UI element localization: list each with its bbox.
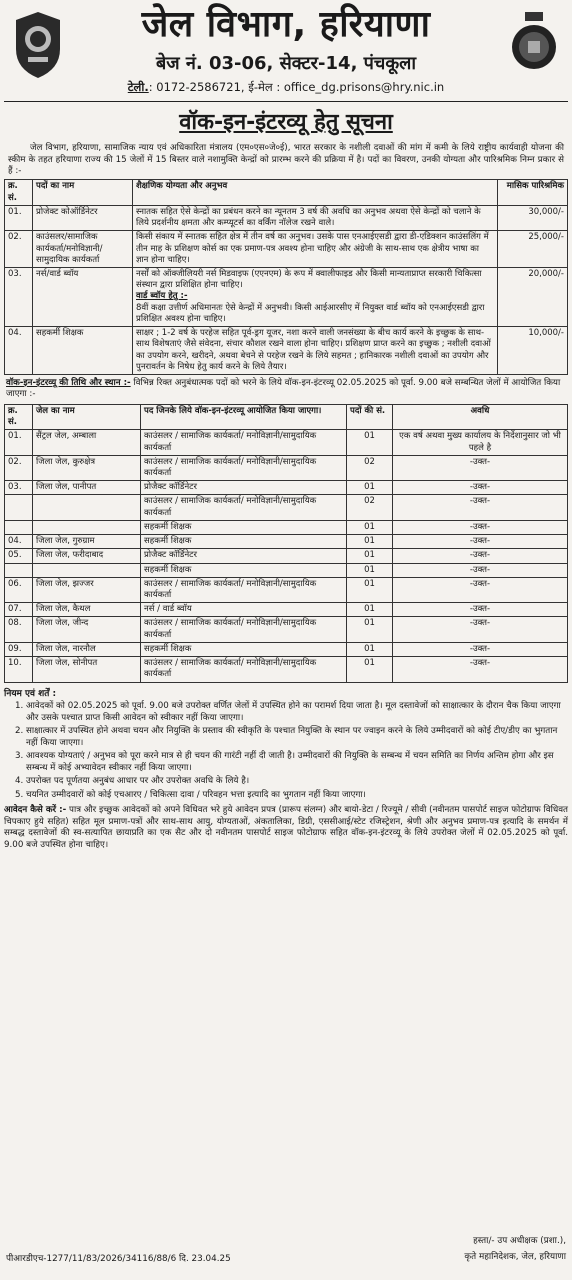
qualification [133,268,498,327]
notice-title: वॉक-इन-इंटरव्यू हेतु सूचना [179,110,393,135]
qualification: साक्षर ; 1-2 वर्ष के परहेज सहित पूर्व-ड्रग यूजर, नशा करने वाली जनसंख्या के बीच कार्य करने के इच्छुक के साथ-साथ विशेषताएं जैसे संवेदना, संचार कौशल रखने वाला होना चाहिए। प्रशिक्षण प्राप्त करने का इच्छुक ; नशीली दवाओं का उपयोग करने, खरीदने, अथवा बेचने से परहेज रखने के लिये सहमत ; हानिकारक नशीली दवाओं का उपयोग और पुनरावर्तन के निषेध हेतु कार्य करने के लिये तैयार। [133,327,498,375]
col-header: पदों का नाम [33,180,133,205]
apply-text: पात्र और इच्छुक आवेदकों को अपने विधिवत भरे हुये आवेदन प्रपत्र (प्रारूप संलग्न) और बायो-डेटा / रिज्यूमे / सीवी (नवीनतम पासपोर्ट साइज फोटोग्राफ विधिवत चिपकाए हुये सहित) सहित मूल प्रमाण-पत्रों और साथ-साथ आयु, योग्यताओं, अंकतालिका, डिग्री, एससीआई/स्टेट रजिस्ट्रेशन, श्रेणी और अनुभव प्रमाण-पत्र इत्यादि के समर्थन में सम्बद्ध दस्तावेजों की स्व-सत्यापित छायाप्रति का एक सैट और दो नवीनतम पासपोर्ट साइज फोटोग्राफ सहित वॉक-इन-इंटरव्यू के लिये उपरोक्त जेलों में 02.05.2025 को पूर्वा. 9.00 बजे उपस्थित होना चाहिए। [4,805,568,850]
contact-line [94,80,478,95]
duration: -उक्त- [393,577,568,602]
post-count: 01 [347,617,393,642]
jail-name: जिला जेल, नारनौल [33,642,141,656]
rule-item: 2. साक्षात्कार में उपस्थित होने अथवा चयन और नियुक्ति के प्रस्ताव की स्वीकृति के पश्चात नियुक्ति के स्थान पर ज्वाइन करने के लिये उम्मीदवारों को कोई टीए/डीए का भुगतान नहीं किया जाएगा। [26,726,568,749]
schedule-text: विभिन्न रिक्त अनुबंधात्मक पदों को भरने के लिये वॉक-इन-इंटरव्यू 02.05.2025 को पूर्वा. 9.00 बजे सम्बन्धित जेलों में आयोजित किया जाएगा :- [6,377,561,400]
footer [4,1236,568,1270]
col-header: पदों की सं. [347,404,393,429]
post-name: काउंसलर / सामाजिक कार्यकर्ता/ मनोविज्ञानी/सामुदायिक कार्यकर्ता [141,617,347,642]
post-name: काउंसलर / सामाजिक कार्यकर्ता/ मनोविज्ञानी/सामुदायिक कार्यकर्ता [141,657,347,682]
monthly-pay: 25,000/- [498,231,568,268]
apply-label: आवेदन कैसे करें :- [4,805,67,816]
post-count: 01 [347,535,393,549]
jail-name [33,563,141,577]
col-header: मासिक पारिश्रमिक [498,180,568,205]
jail-name: सैंट्रल जेल, अम्बाला [33,430,141,455]
phone-label: टेली. [127,80,149,94]
duration: -उक्त- [393,535,568,549]
table-row [5,535,568,549]
phone-and-email: : 0172-2586721, ई-मेल : office_dg.prisons@hry.nic.in [148,80,445,94]
post-name: काउंसलर/सामाजिक कार्यकर्ता/मनोविज्ञानी/ सामुदायिक कार्यकर्ता [33,231,133,268]
jail-name: जिला जेल, जीन्द [33,617,141,642]
jail-name [33,520,141,534]
table-row [5,481,568,495]
table-row [5,327,568,375]
rule-item: 4. उपरोक्त पद पूर्णतया अनुबंध आधार पर और उपरोक्त अवधि के लिये है। [26,776,568,787]
posts-table-header [5,180,568,205]
table-row [5,205,568,230]
post-name: काउंसलर / सामाजिक कार्यकर्ता/ मनोविज्ञानी/सामुदायिक कार्यकर्ता [141,430,347,455]
serial [5,520,33,534]
post-count: 01 [347,603,393,617]
table-row [5,563,568,577]
jail-name: जिला जेल, कैथल [33,603,141,617]
serial: 06. [5,577,33,602]
post-name: प्रोजैक्ट कॉर्डिनेटर [141,549,347,563]
ward-boy-subheading: वार्ड ब्वॉय हेतु :- [136,291,188,302]
table-row [5,577,568,602]
jail-name [33,495,141,520]
signature-line: हस्ता/- उप अधीक्षक (प्रशा.), [473,1236,566,1246]
schedule-label: वॉक-इन-इंटरव्यू की तिथि और स्थान :- [6,377,131,388]
signature-office: कृते महानिदेशक, जेल, हरियाणा [464,1252,566,1262]
col-header: अवधि [393,404,568,429]
rule-item: 1. आवेदकों को 02.05.2025 को पूर्वा. 9.00 बजे उपरोक्त वर्णित जेलों में उपस्थित होने का परामर्श दिया जाता है। मूल दस्तावेजों को साक्षात्कार के दौरान चैक किया जाएगा और उसके पश्चात प्राप्त किसी आवेदन को स्वीकार नहीं किया जाएगा। [26,701,568,724]
rules-heading: नियम एवं शर्तें : [4,688,57,699]
jails-table-body [5,430,568,682]
table-row [5,603,568,617]
serial [5,563,33,577]
post-name: काउंसलर / सामाजिक कार्यकर्ता/ मनोविज्ञानी/सामुदायिक कार्यकर्ता [141,455,347,480]
haryana-prisons-emblem-icon [10,8,66,82]
serial: 08. [5,617,33,642]
post-count: 01 [347,563,393,577]
duration: एक वर्ष अथवा मुख्य कार्यालय के निर्देशानुसार जो भी पहले है [393,430,568,455]
duration: -उक्त- [393,520,568,534]
post-name: काउंसलर / सामाजिक कार्यकर्ता/ मनोविज्ञानी/सामुदायिक कार्यकर्ता [141,495,347,520]
serial: 04. [5,327,33,375]
reference-number: पीआरडीएच-1277/11/83/2026/34116/88/6 दि. 23.04.25 [6,1254,231,1264]
duration: -उक्त- [393,481,568,495]
col-header: क्र. सं. [5,180,33,205]
col-header: पद जिनके लिये वॉक-इन-इंटरव्यू आयोजित किया जाएगा। [141,404,347,429]
serial: 03. [5,481,33,495]
header-divider [4,101,568,102]
table-row [5,231,568,268]
post-name: सहकर्मी शिक्षक [141,535,347,549]
post-name: प्रोजैक्ट कॉर्डिनेटर [141,481,347,495]
serial: 02. [5,231,33,268]
post-count: 02 [347,455,393,480]
rule-item: 5. चयनित उम्मीदवारों को कोई एचआरए / चिकित्सा दावा / परिवहन भत्ता इत्यादि का भुगतान नहीं किया जाएगा। [26,790,568,801]
post-count: 01 [347,657,393,682]
post-name: सहकर्मी शिक्षक [141,642,347,656]
duration: -उक्त- [393,563,568,577]
col-header: जेल का नाम [33,404,141,429]
col-header: क्र. सं. [5,404,33,429]
serial: 09. [5,642,33,656]
post-name: सहकर्मी शिक्षक [141,520,347,534]
table-row [5,549,568,563]
post-name: नर्स / वार्ड ब्वॉय [141,603,347,617]
post-name: नर्स/वार्ड ब्वॉय [33,268,133,327]
post-count: 01 [347,577,393,602]
table-row [5,520,568,534]
post-name: प्रोजेक्ट कोऑर्डिनेटर [33,205,133,230]
jail-name: जिला जेल, फरीदाबाद [33,549,141,563]
table-row [5,495,568,520]
department-address: बेज नं. 03-06, सेक्टर-14, पंचकूला [155,53,417,74]
qualification-nurse: नर्सों को ऑक्जीलियरी नर्स मिडवाइफ (एएनएम) के रूप में क्वालीफाइड और किसी मान्यताप्राप्त सरकारी चिकित्सा संस्थान द्वारा प्रशिक्षित होना चाहिए। [136,269,482,291]
how-to-apply [4,805,568,851]
serial [5,495,33,520]
duration: -उक्त- [393,603,568,617]
post-count: 01 [347,430,393,455]
monthly-pay: 20,000/- [498,268,568,327]
table-row [5,268,568,327]
post-name: काउंसलर / सामाजिक कार्यकर्ता/ मनोविज्ञानी/सामुदायिक कार्यकर्ता [141,577,347,602]
post-count: 01 [347,520,393,534]
table-row [5,642,568,656]
jail-name: जिला जेल, कुरुक्षेत्र [33,455,141,480]
col-header: शैक्षणिक योग्यता और अनुभव [133,180,498,205]
letterhead [4,4,568,104]
serial: 04. [5,535,33,549]
serial: 03. [5,268,33,327]
serial: 02. [5,455,33,480]
post-count: 01 [347,481,393,495]
jails-table [4,404,568,683]
duration: -उक्त- [393,549,568,563]
rules-list [16,701,568,801]
jail-name: जिला जेल, गुरुग्राम [33,535,141,549]
serial: 10. [5,657,33,682]
serial: 07. [5,603,33,617]
monthly-pay: 10,000/- [498,327,568,375]
qualification: स्नातक सहित ऐसे केन्द्रों का प्रबंधन करने का न्यूनतम 3 वर्ष की अवधि का अनुभव अथवा ऐसे केन्द्रों को चलाने के लिये प्रदर्शनीय क्षमता और कम्प्यूटर्स का वर्किंग नॉलेज रखने वाले। [133,205,498,230]
monthly-pay: 30,000/- [498,205,568,230]
table-row [5,455,568,480]
posts-table [4,179,568,375]
post-count: 01 [347,642,393,656]
post-name: सहकर्मी शिक्षक [141,563,347,577]
qualification: किसी संकाय में स्नातक सहित क्षेत्र में तीन वर्ष का अनुभव। उसके पास एनआईएसडी द्वारा डी-एडिक्शन काउंसलिंग में तीन माह के प्रशिक्षण कोर्स का एक प्रमाण-पत्र अवश्य होना चाहिए और अंग्रेजी के साथ-साथ एक क्षेत्रीय भाषा का ज्ञान होना चाहिए। [133,231,498,268]
table-row [5,430,568,455]
table-row [5,617,568,642]
serial: 01. [5,430,33,455]
duration: -उक्त- [393,657,568,682]
duration: -उक्त- [393,495,568,520]
post-count: 01 [347,549,393,563]
intro-paragraph: जेल विभाग, हरियाणा, सामाजिक न्याय एवं अधिकारिता मंत्रालय (एम०एस०जे०ई), भारत सरकार के नशीली दवाओं की मांग में कमी के लिये राष्ट्रीय कार्यवाही योजना की स्कीम के तहत हरियाणा राज्य की 15 जेलों में 15 बिस्तर वाले नशामुक्ति केन्द्रों को प्रारम्भ करने की प्रक्रिया में है। पदों का विवरण, उनकी योग्यता और पारिश्रमिक निम्न प्रकार से हैं :- [8,143,564,176]
jail-name: जिला जेल, झज्जर [33,577,141,602]
table-row [5,657,568,682]
department-title: जेल विभाग, हरियाणा [141,4,431,45]
state-emblem-icon [506,8,562,82]
qualification-ward-boy: 8वीं कक्षा उत्तीर्ण अधिमानतः ऐसे केन्द्रों में अनुभवी। किसी आईआरसीए में नियुक्त वार्ड ब्वॉय को एनआईएसडी द्वारा प्रशिक्षित अवश्य होना चाहिए। [136,302,485,324]
serial: 01. [5,205,33,230]
post-name: सहकर्मी शिक्षक [33,327,133,375]
interview-schedule [6,378,566,401]
duration: -उक्त- [393,617,568,642]
jail-name: जिला जेल, पानीपत [33,481,141,495]
post-count: 02 [347,495,393,520]
duration: -उक्त- [393,455,568,480]
jails-table-header [5,404,568,429]
jail-name: जिला जेल, सोनीपत [33,657,141,682]
duration: -उक्त- [393,642,568,656]
notice-page [4,4,568,1276]
serial: 05. [5,549,33,563]
rule-item: 3. आवश्यक योग्यताएं / अनुभव को पूरा करने मात्र से ही चयन की गारंटी नहीं दी जाती है। उम्मीदवारों की नियुक्ति के सम्बन्ध में चयन समिति का निर्णय अन्तिम होगा और इस सम्बन्ध में कोई अभ्यावेदन स्वीकार नहीं किया जाएगा। [26,751,568,774]
